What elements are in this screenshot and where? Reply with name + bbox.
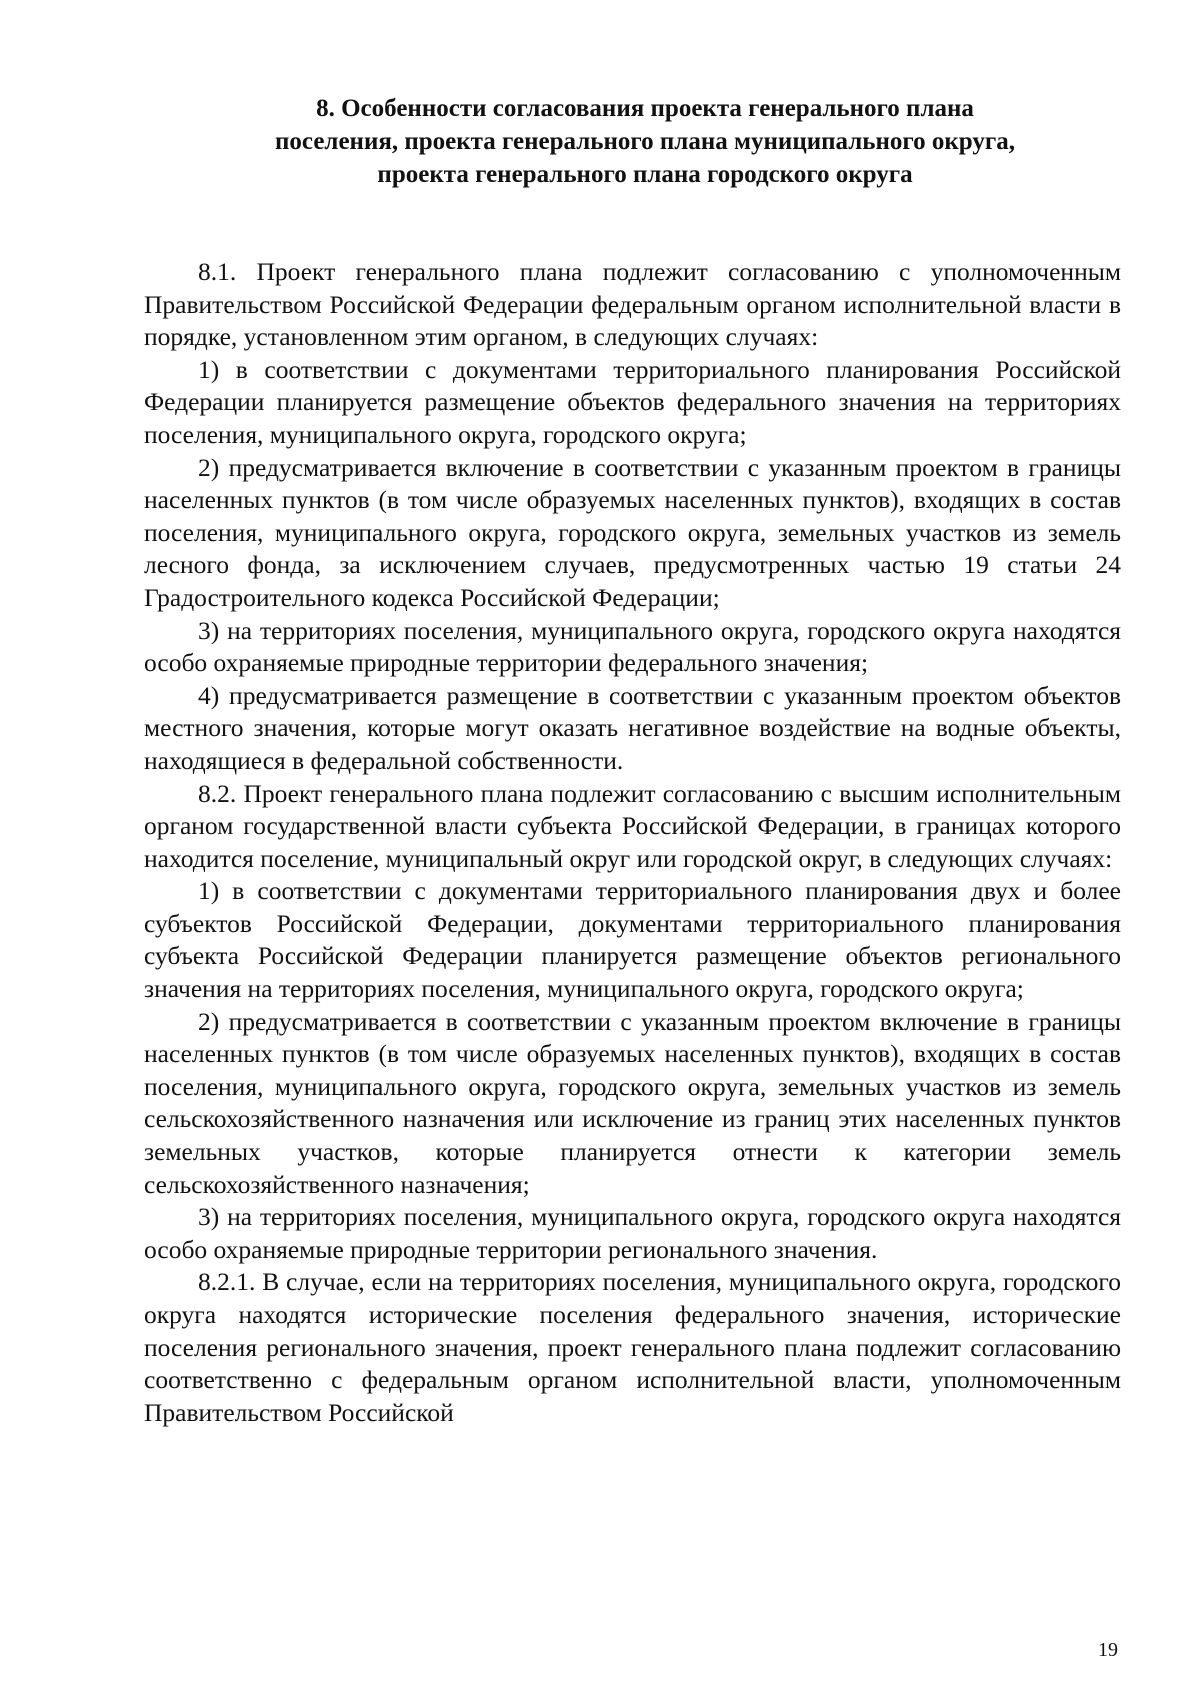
- paragraph-8-1-item-4: 4) предусматривается размещение в соответствии с указанным проектом объектов местного значения, которые могут оказать негативное воздействие на водные объекты, находящиеся в федеральной собственности.: [144, 680, 1121, 775]
- page-number: 19: [1098, 1639, 1118, 1661]
- paragraph-8-2-item-2: 2) предусматривается в соответствии с указанным проектом включение в границы населенных пунктов (в том числе образуемых населенных пунктов), входящих в состав поселения, муниципального округа, городского округа, земельных участков из земель сельскохозяйственного назначения или исключение из границ этих населенных пунктов земельных участков, которые планируется отнести к категории земель сельскохозяйственного назначения;: [144, 1006, 1121, 1199]
- paragraph-8-1-item-2: 2) предусматривается включение в соответствии с указанным проектом в границы населенных пунктов (в том числе образуемых населенных пунктов), входящих в состав поселения, муниципального округа, городского округа, земельных участков из земель лесного фонда, за исключением случаев, предусмотренных частью 19 статьи 24 Градостроительного кодекса Российской Федерации;: [144, 452, 1121, 612]
- heading-line-2: поселения, проекта генерального плана муниципального округа,: [275, 128, 1015, 155]
- paragraph-8-1: 8.1. Проект генерального плана подлежит согласованию с уполномоченным Правительством Российской Федерации федеральным органом исполнительной власти в порядке, установленном этим органом, в следующих случаях:: [144, 257, 1121, 352]
- heading-line-3: проекта генерального плана городского округа: [377, 161, 913, 188]
- paragraph-8-1-item-1: 1) в соответствии с документами территориального планирования Российской Федерации планируется размещение объектов федерального значения на территориях поселения, муниципального округа, городского округа;: [144, 354, 1121, 449]
- paragraph-8-2-1: 8.2.1. В случае, если на территориях поселения, муниципального округа, городского округа находятся исторические поселения федерального значения, исторические поселения регионального значения, проект генерального плана подлежит согласованию соответственно с федеральным органом исполнительной власти, уполномоченным Правительством Российской: [144, 1267, 1121, 1427]
- paragraph-8-2-item-3: 3) на территориях поселения, муниципального округа, городского округа находятся особо охраняемые природные территории регионального значения.: [144, 1202, 1121, 1264]
- paragraph-8-2: 8.2. Проект генерального плана подлежит согласованию с высшим исполнительным органом государственной власти субъекта Российской Федерации, в границах которого находится поселение, муниципальный округ или городской округ, в следующих случаях:: [144, 778, 1121, 873]
- body-text: [144, 256, 1121, 1429]
- section-heading: [210, 92, 1080, 191]
- heading-line-1: 8. Особенности согласования проекта генерального плана: [316, 95, 974, 122]
- paragraph-8-1-item-3: 3) на территориях поселения, муниципального округа, городского округа находятся особо охраняемые природные территории федерального значения;: [144, 615, 1121, 678]
- paragraph-8-2-item-1: 1) в соответствии с документами территориального планирования двух и более субъектов Российской Федерации, документами территориального планирования субъекта Российской Федерации планируется размещение объектов регионального значения на территориях поселения, муниципального округа, городского округа;: [144, 876, 1121, 1004]
